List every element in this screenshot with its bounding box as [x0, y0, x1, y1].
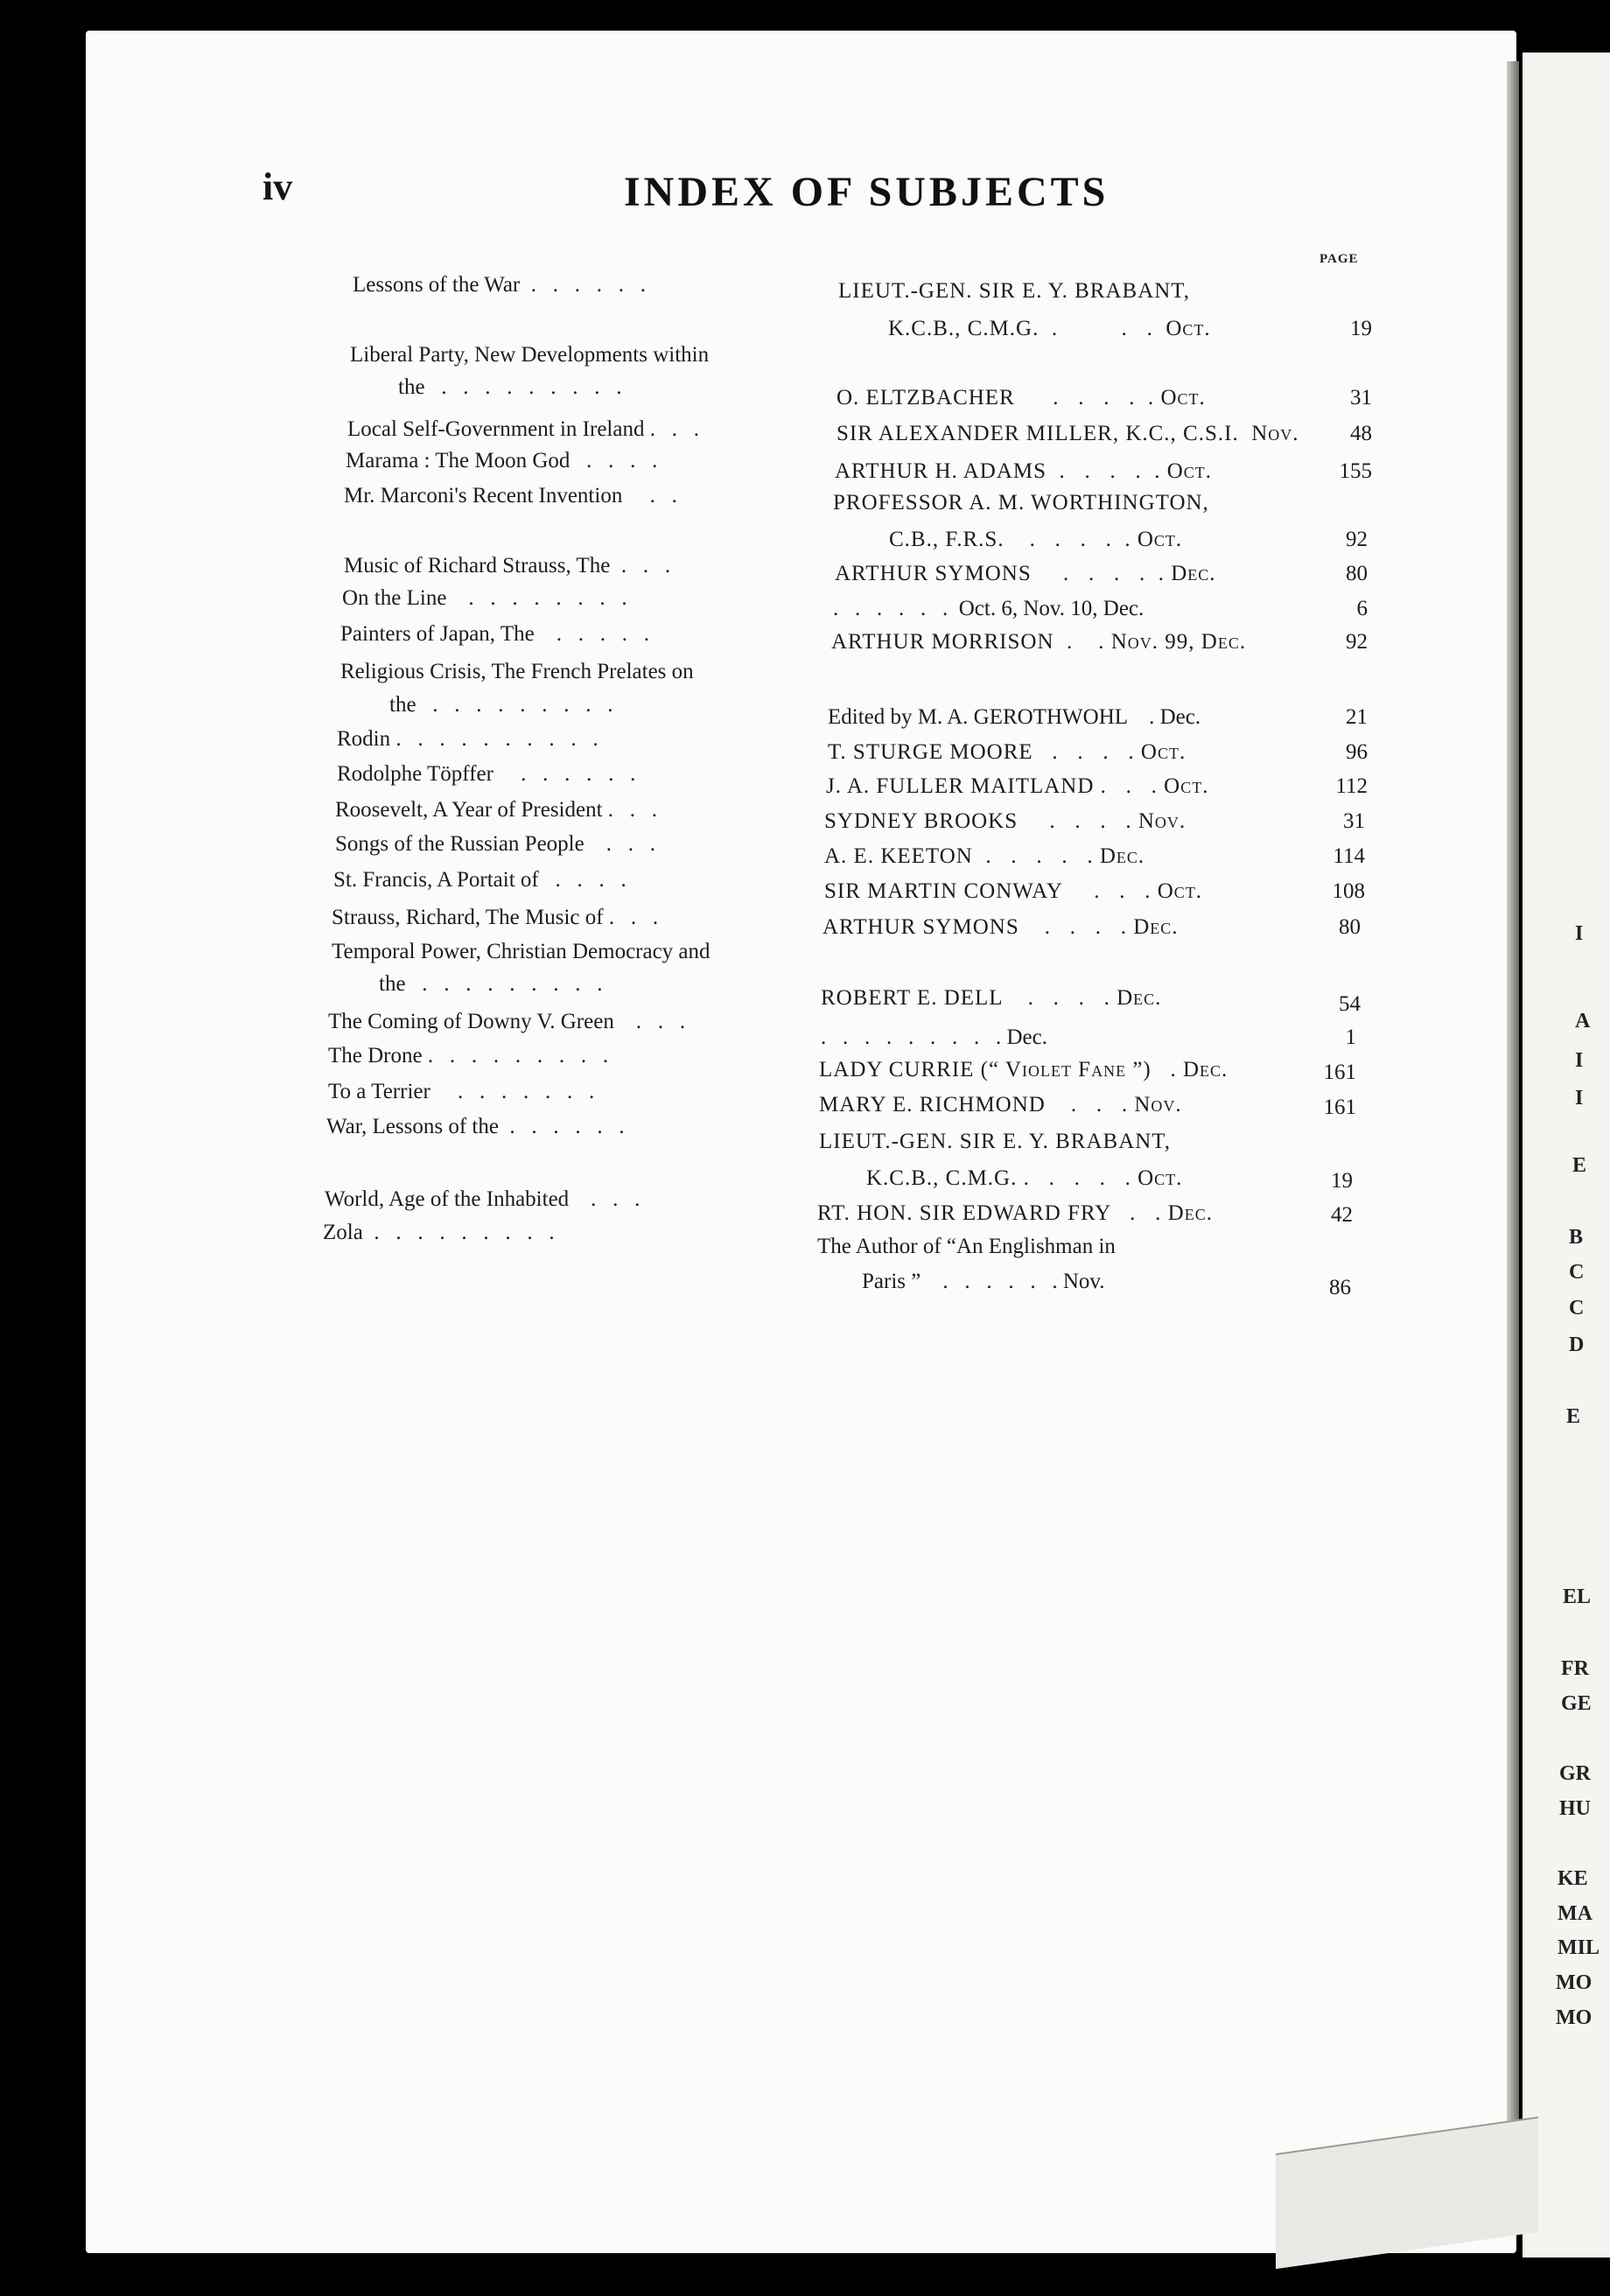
entry-author: ARTHUR SYMONS . . . . Dec.: [822, 915, 1179, 939]
entry-author: MARY E. RICHMOND . . . Nov.: [819, 1093, 1182, 1116]
entry-page: 31: [1343, 809, 1365, 833]
fragment-letter: MO: [1556, 1971, 1592, 1994]
entry-page: 80: [1339, 915, 1361, 939]
entry-author: ARTHUR MORRISON . . Nov. 99, Dec.: [831, 630, 1247, 654]
entry-page: 19: [1350, 317, 1372, 340]
entry-author: . . . . . . Oct. 6, Nov. 10, Dec.: [833, 597, 1144, 620]
fragment-letter: FR: [1561, 1657, 1589, 1680]
entry-author: PROFESSOR A. M. WORTHINGTON,: [833, 491, 1209, 514]
fragment-letter: D: [1569, 1334, 1585, 1356]
entry-author: LIEUT.-GEN. SIR E. Y. BRABANT,: [838, 279, 1190, 303]
entry-page: 42: [1331, 1203, 1353, 1227]
entry-subject: the . . . . . . . . .: [398, 375, 622, 399]
entry-page: 161: [1323, 1096, 1356, 1119]
entry-page: 86: [1329, 1276, 1351, 1299]
page-title: INDEX OF SUBJECTS: [624, 169, 1110, 215]
entry-author: T. STURGE MOORE . . . . Oct.: [828, 740, 1186, 764]
entry-subject: the . . . . . . . . .: [379, 972, 603, 996]
entry-author: Paris ” . . . . . . Nov.: [862, 1270, 1105, 1293]
entry-page: 114: [1333, 844, 1365, 868]
fragment-letter: MO: [1556, 2006, 1592, 2029]
entry-page: 6: [1356, 597, 1368, 620]
entry-subject: Lessons of the War . . . . . .: [353, 273, 646, 297]
entry-subject: Religious Crisis, The French Prelates on: [340, 660, 694, 683]
entry-subject: Local Self-Government in Ireland . . .: [347, 417, 699, 441]
entry-subject: Music of Richard Strauss, The . . .: [344, 554, 671, 578]
entry-subject: World, Age of the Inhabited . . .: [325, 1187, 640, 1211]
entry-author: ARTHUR H. ADAMS . . . . . Oct.: [835, 459, 1213, 483]
fragment-letter: MA: [1558, 1902, 1592, 1925]
fragment-letter: I: [1575, 1049, 1584, 1072]
entry-page: 21: [1346, 705, 1368, 729]
fragment-letter: C: [1569, 1261, 1585, 1284]
fragment-letter: B: [1569, 1226, 1584, 1249]
entry-author: SYDNEY BROOKS . . . . Nov.: [824, 809, 1186, 833]
fragment-letter: E: [1566, 1405, 1581, 1428]
entry-author: C.B., F.R.S. . . . . . Oct.: [889, 528, 1183, 551]
entry-page: 96: [1346, 740, 1368, 764]
fragment-letter: A: [1575, 1010, 1591, 1032]
entry-author: J. A. FULLER MAITLAND . . . Oct.: [826, 774, 1209, 798]
entry-subject: Rodolphe Töpffer . . . . . .: [337, 762, 636, 786]
entry-subject: On the Line . . . . . . . .: [342, 586, 627, 610]
entry-subject: The Coming of Downy V. Green . . .: [328, 1010, 686, 1033]
entry-author: SIR MARTIN CONWAY . . . Oct.: [824, 879, 1203, 903]
entry-author: Edited by M. A. GEROTHWOHL . Dec.: [828, 705, 1201, 729]
entry-author: A. E. KEETON . . . . . Dec.: [824, 844, 1145, 868]
entry-author: LADY CURRIE (“ Violet Fane ”) . Dec.: [819, 1058, 1228, 1082]
entry-page: 48: [1350, 422, 1372, 445]
facing-page: [1522, 52, 1610, 2258]
entry-page: 155: [1339, 459, 1372, 483]
entry-page: 31: [1350, 386, 1372, 410]
entry-subject: War, Lessons of the . . . . . .: [326, 1115, 625, 1138]
entry-page: 92: [1346, 630, 1368, 654]
fragment-letter: MIL: [1558, 1936, 1600, 1959]
entry-author: K.C.B., C.M.G. . . . . . Oct.: [866, 1166, 1183, 1190]
entry-page: 1: [1345, 1026, 1356, 1049]
entry-page: 112: [1335, 774, 1368, 798]
fragment-letter: I: [1575, 1087, 1584, 1110]
fragment-letter: I: [1575, 922, 1584, 945]
entry-author: RT. HON. SIR EDWARD FRY . . Dec.: [817, 1201, 1213, 1225]
entry-page: 92: [1346, 528, 1368, 551]
page-column-header: PAGE: [1320, 252, 1359, 266]
entry-subject: To a Terrier . . . . . . .: [328, 1080, 595, 1103]
fragment-letter: EL: [1563, 1586, 1592, 1608]
entry-author: ROBERT E. DELL . . . . Dec.: [821, 986, 1162, 1010]
page-number: iv: [262, 165, 293, 208]
entry-subject: St. Francis, A Portait of . . . .: [333, 868, 626, 892]
entry-page: 54: [1339, 992, 1361, 1016]
entry-subject: Marama : The Moon God . . . .: [346, 449, 658, 472]
entry-subject: Strauss, Richard, The Music of . . .: [332, 906, 659, 929]
entry-subject: Zola . . . . . . . . .: [323, 1221, 555, 1244]
entry-author: SIR ALEXANDER MILLER, K.C., C.S.I. Nov.: [836, 422, 1299, 445]
entry-author: . . . . . . . . . Dec.: [821, 1026, 1047, 1049]
entry-author: ARTHUR SYMONS . . . . . Dec.: [835, 562, 1216, 585]
fragment-letter: GR: [1559, 1762, 1591, 1785]
entry-page: 108: [1332, 879, 1365, 903]
fragment-letter: HU: [1559, 1797, 1591, 1820]
entry-subject: Mr. Marconi's Recent Invention . .: [344, 484, 677, 508]
fragment-letter: C: [1569, 1297, 1585, 1320]
entry-page: 161: [1323, 1060, 1356, 1084]
scanned-page: [86, 31, 1516, 2253]
fragment-letter: E: [1572, 1154, 1587, 1177]
entry-subject: Songs of the Russian People . . .: [335, 832, 655, 856]
entry-subject: Liberal Party, New Developments within: [350, 343, 710, 367]
entry-author: K.C.B., C.M.G. . . . Oct.: [888, 317, 1211, 340]
entry-subject: the . . . . . . . . .: [389, 693, 613, 717]
entry-subject: The Drone . . . . . . . . .: [328, 1044, 609, 1068]
entry-page: 80: [1346, 562, 1368, 585]
entry-subject: Temporal Power, Christian Democracy and: [332, 940, 710, 963]
spine-shadow: [1507, 61, 1519, 2196]
entry-author: O. ELTZBACHER . . . . . Oct.: [836, 386, 1206, 410]
entry-author: LIEUT.-GEN. SIR E. Y. BRABANT,: [819, 1130, 1171, 1153]
entry-subject: Roosevelt, A Year of President . . .: [335, 798, 658, 822]
fragment-letter: KE: [1558, 1867, 1588, 1890]
entry-subject: Rodin . . . . . . . . . .: [337, 727, 598, 751]
fragment-letter: GE: [1561, 1692, 1592, 1715]
entry-page: 19: [1331, 1169, 1353, 1193]
entry-author: The Author of “An Englishman in: [817, 1235, 1116, 1258]
entry-subject: Painters of Japan, The . . . . .: [340, 622, 649, 646]
